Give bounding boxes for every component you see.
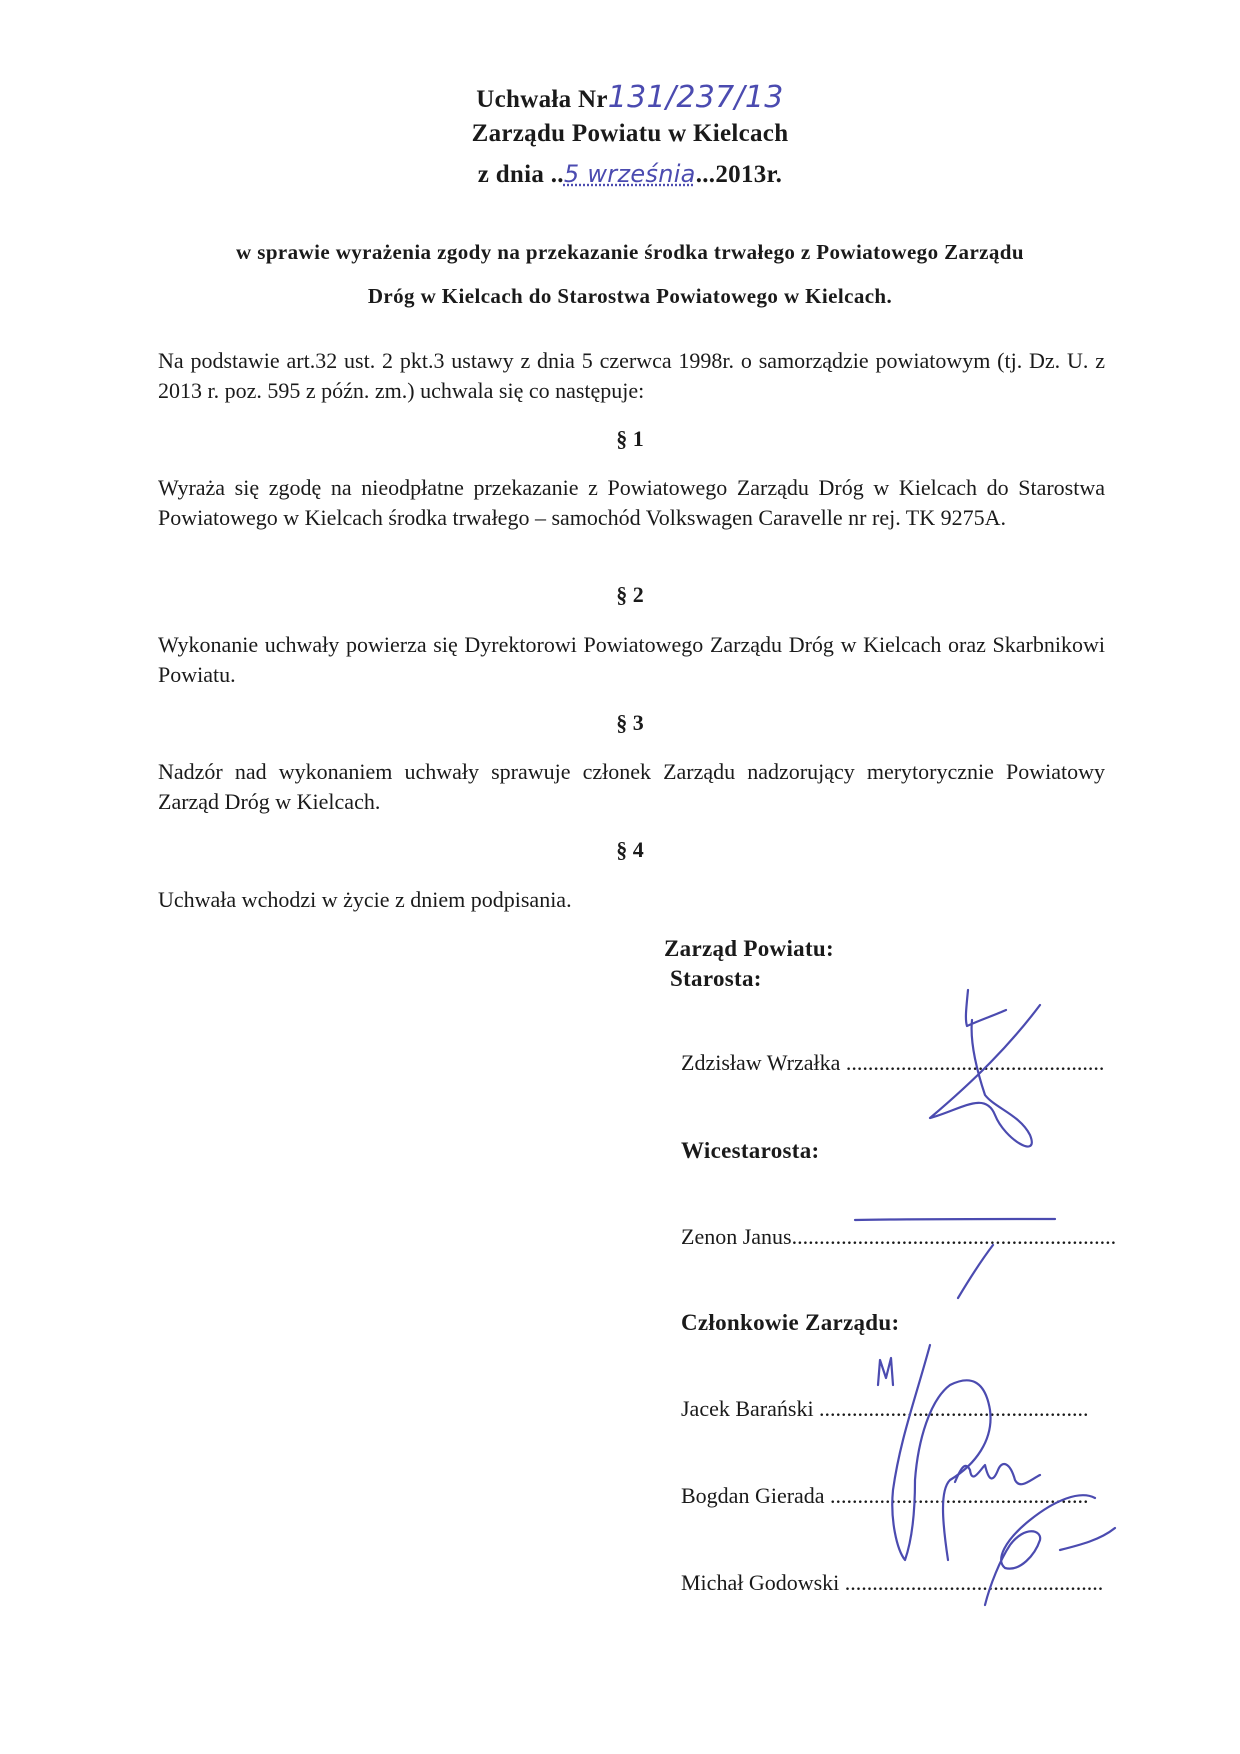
member-signature-line-1: Jacek Barański ................................................. — [681, 1396, 1089, 1421]
subject-line-1: w sprawie wyrażenia zgody na przekazanie środka trwałego z Powiatowego Zarządu — [236, 240, 1024, 264]
section-3-text: Nadzór nad wykonaniem uchwały sprawuje członek Zarządu nadzorujący merytorycznie Powiatowy Zarząd Dróg w Kielcach. — [158, 759, 1105, 814]
wicestarosta-signature-line: Zenon Janus........................................................... — [681, 1224, 1117, 1249]
subject-line-2: Dróg w Kielcach do Starostwa Powiatowego w Kielcach. — [367, 284, 893, 308]
board-heading: Zarząd Powiatu: — [664, 936, 834, 961]
date-dots-right: ... — [695, 161, 716, 188]
handwritten-date: 5 września — [563, 160, 696, 188]
wicestarosta-signature — [855, 1219, 1055, 1220]
section-1-text: Wyraża się zgodę na nieodpłatne przekazanie z Powiatowego Zarządu Dróg w Kielcach do Starostwa Powiatowego w Kielcach środka trwałego – samochód Volkswagen Caravelle nr rej. TK 9275A. — [158, 475, 1105, 530]
board-name: Zarządu Powiatu w Kielcach — [471, 120, 789, 147]
wicestarosta-signature-tail — [958, 1245, 993, 1298]
member-signature-2 — [955, 1464, 1040, 1484]
resolution-title — [0, 80, 1240, 115]
section-4-text: Uchwała wchodzi w życie z dniem podpisania. — [158, 887, 572, 912]
member-signature-line-2: Bogdan Gierada ............................................... — [681, 1483, 1089, 1508]
section-2-text: Wykonanie uchwały powierza się Dyrektorowi Powiatowego Zarządu Dróg w Kielcach oraz Skarbnikowi Powiatu. — [158, 632, 1105, 687]
starosta-signature-line: Zdzisław Wrzałka ............................................... — [681, 1050, 1105, 1075]
section-3-label: § 3 — [616, 710, 644, 735]
starosta-heading: Starosta: — [670, 966, 762, 991]
members-heading: Członkowie Zarządu: — [681, 1310, 900, 1335]
wicestarosta-heading: Wicestarosta: — [681, 1138, 820, 1163]
resolution-date — [0, 160, 1240, 189]
date-dots-left: .. — [550, 161, 564, 188]
section-4-label: § 4 — [616, 837, 644, 862]
title-prefix: Uchwała Nr — [476, 86, 608, 113]
member-signature-line-3: Michał Godowski ............................................... — [681, 1570, 1104, 1595]
date-prefix: z dnia — [477, 161, 551, 188]
section-2-label: § 2 — [616, 582, 644, 607]
preamble: Na podstawie art.32 ust. 2 pkt.3 ustawy z dnia 5 czerwca 1998r. o samorządzie powiatowym (tj. Dz. U. z 2013 r. poz. 595 z późn. zm.) uchwala się co następuje: — [158, 348, 1105, 403]
section-1-label: § 1 — [616, 426, 644, 451]
handwritten-resolution-number: 131/237/13 — [607, 80, 784, 115]
member-signature-1 — [878, 1345, 991, 1560]
date-suffix: 2013r. — [715, 161, 783, 188]
